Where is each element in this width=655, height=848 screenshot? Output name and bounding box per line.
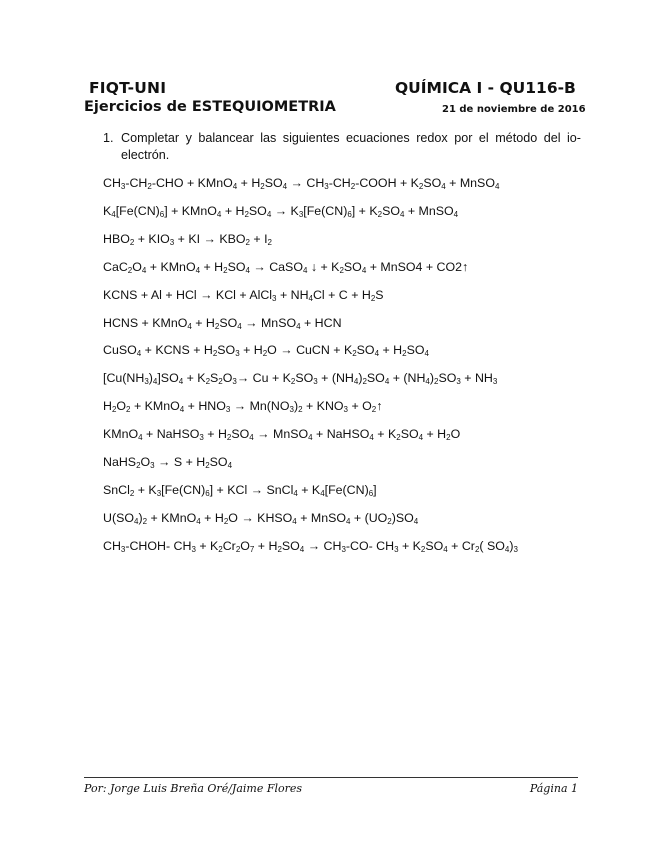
header-course: QUÍMICA I - QU116-B [395,79,576,97]
header-institution: FIQT-UNI [89,79,167,97]
equation-2: $K_4[Fe(CN)_6]$ + KMnO$_4$ + $H_2SO_4 \to K_3[Fe(CN)_6] + K_2SO_4$ + MnSO$_4$ [103,203,459,219]
equation-12: SnCl$_2$ + $K_3[Fe(CN)_6]$ + KCl → SnCl$_4$ + $K_4[Fe(CN)_6]$ [103,482,377,498]
equation-8: $[Cu(NH_3)_4]SO_4 + K_2S_2O_3\to Cu + K_2SO_3 + (NH_4)_2SO_4 + (NH_4)_2SO_3 + NH_3$ [103,371,498,387]
question-1 [103,130,581,164]
equation-1: $CH_3-CH_2$-CHO + KMnO$_4$ + $H_2SO_4$ → $CH_3-CH_2$-COOH + $K_2SO_4$ + MnSO$_4$ [103,176,500,191]
equation-6: HCNS + KMnO$_4$ + $H_2SO_4$ → MnSO$_4$ + HCN [103,315,342,331]
equation-9: $H_2O_2$ + KMnO$_4$ + $HNO_3 \to Mn(NO_3)_2 + KNO_3$ + $O_2↑$ [103,399,383,415]
header-date: 21 de noviembre de 2016 [442,104,586,115]
equation-14: $CH_3-CHOH-$ $CH_3 + K_2Cr_2O_7 + H_2SO_4 \to CH_3-CO-$ $CH_3 + K_2SO_4 + Cr_2$( $SO_4)_3$ [103,538,518,554]
equation-13: $U(SO_4)_2$ + KMnO$_4$ + $H_2O$ → $KHSO_4$ + MnSO$_4$ + $(UO_2)SO_4$ [103,510,419,526]
equation-7: CuSO$_4$ + KCNS + $H_2SO_3 + H_2O$ → CuCN + $K_2SO_4 + H_2SO_4$ [103,343,429,359]
equation-5: KCNS + Al + HCl → KCl + AlCl$_3$ + $NH_4Cl + C + H_2S$ [103,287,384,303]
footer-page-number: Página 1 [529,782,578,795]
question-number: 1. [103,131,114,145]
equation-3: $HBO_2 + KIO_3$ + KI → $KBO_2 + I_2$ [103,231,272,247]
equation-11: $NaHS_2O_3 \to S + H_2SO_4$ [103,455,233,470]
footer-authors: Por: Jorge Luis Breña Oré/Jaime Flores [84,782,303,795]
equation-10: KMnO$_4$ + NaHSO$_3$ + $H_2SO_4$ → MnSO$_4$ + NaHSO$_4$ + $K_2SO_4 + H_2O$ [103,427,461,443]
question-text: Completar y balancear las siguientes ecuaciones redox por el método del io-electrón. [121,131,581,162]
equation-4: $CaC_2O_4$ + KMnO$_4$ + $H_2SO_4$ → CaSO$_4$ ↓ + $K_2SO_4$ + MnSO4 + CO2↑ [103,259,469,275]
footer-rule [84,777,578,778]
header-title: Ejercicios de ESTEQUIOMETRIA [84,99,336,115]
